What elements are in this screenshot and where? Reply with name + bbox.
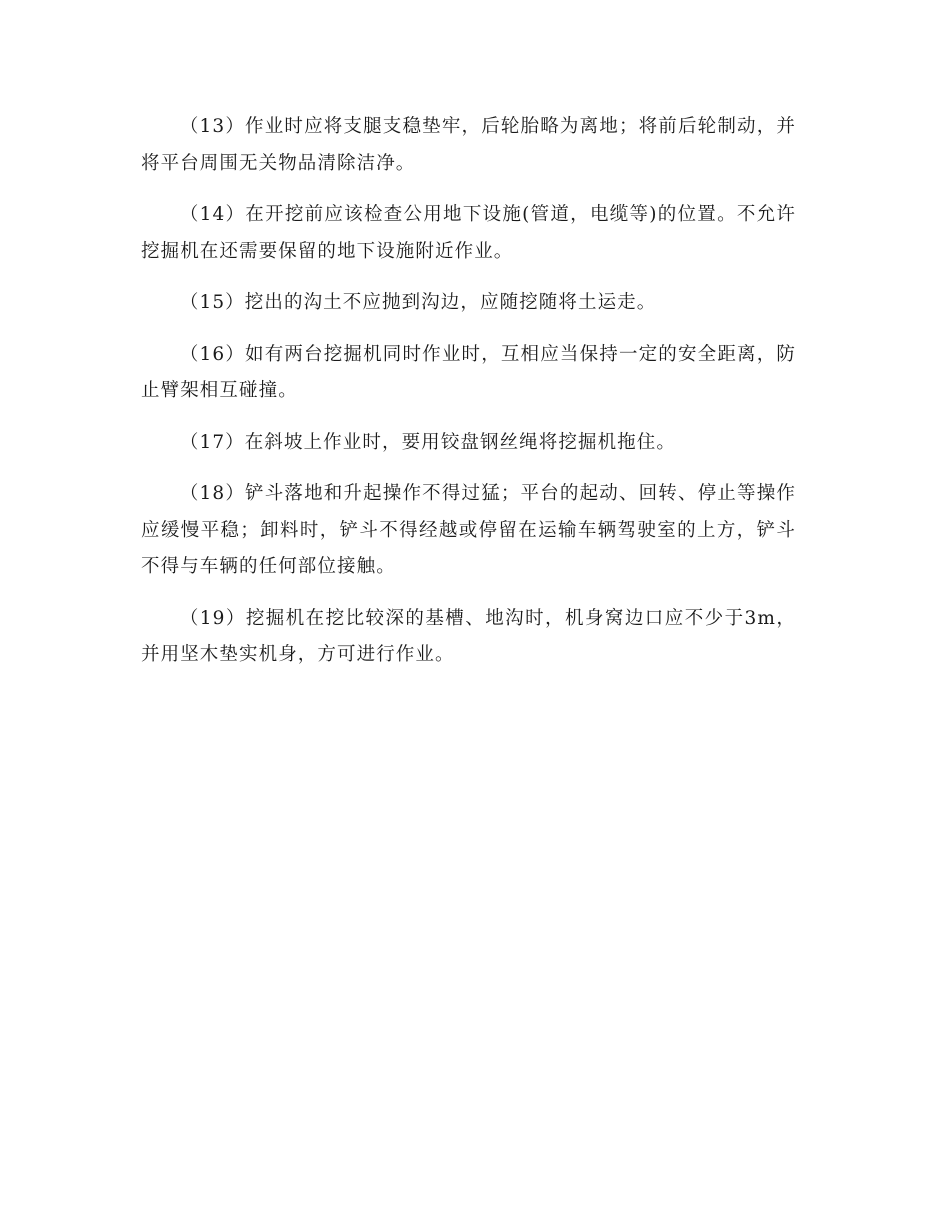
paragraph-15: （15）挖出的沟土不应抛到沟边，应随挖随将土运走。 (179, 292, 657, 313)
paragraph-17: （17）在斜坡上作业时，要用铰盘钢丝绳将挖掘机拖住。 (179, 431, 676, 453)
paragraph-19: （19）挖掘机在挖比较深的基槽、地沟时，机身窝边口应不少于3m，并用坚木垫实机身，方可进行作业。 (141, 607, 796, 665)
paragraph-13: （13）作业时应将支腿支稳垫牢，后轮胎略为离地；将前后轮制动，并将平台周围无关物品清除洁净。 (141, 116, 796, 174)
document-body (141, 109, 796, 689)
paragraph-16: （16）如有两台挖掘机同时作业时，互相应当保持一定的安全距离，防止臂架相互碰撞。 (141, 343, 796, 401)
paragraph-18: （18）铲斗落地和升起操作不得过猛；平台的起动、回转、停止等操作应缓慢平稳；卸料时，铲斗不得经越或停留在运输车辆驾驶室的上方，铲斗不得与车辆的任何部位接触。 (141, 483, 796, 577)
paragraph-14: （14）在开挖前应该检查公用地下设施(管道，电缆等)的位置。不允许挖掘机在还需要保留的地下设施附近作业。 (141, 204, 796, 262)
